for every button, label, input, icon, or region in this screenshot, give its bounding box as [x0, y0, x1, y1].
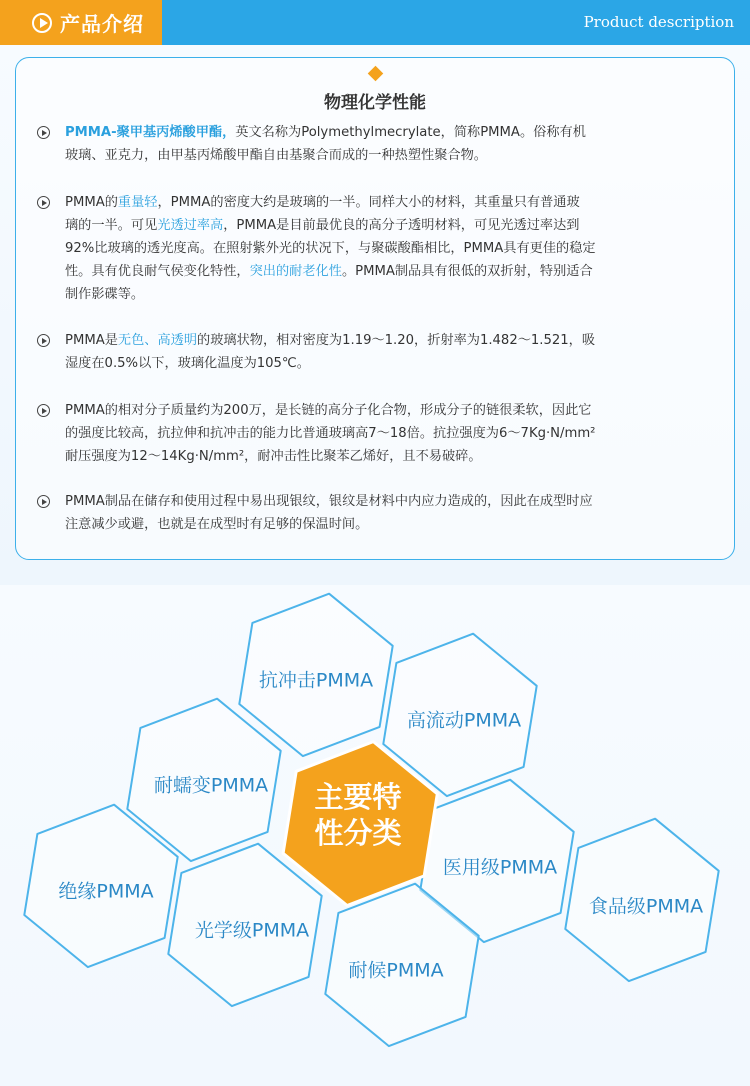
feature-food-grade: 食品级PMMA: [588, 895, 704, 918]
section-title: 物理化学性能: [324, 93, 426, 113]
text-span: 。PMMA制品具有很低的双折射，特别适合: [341, 264, 593, 279]
text-span: PMMA的: [65, 195, 118, 210]
paragraph-line: 的强度比较高，抗拉伸和抗冲击的能力比普通玻璃高7～18倍。抗拉强度为6～7Kg·N/mm²: [65, 426, 596, 441]
text-span: ，PMMA是目前最优良的高分子透明材料，可见光透过率达到: [223, 218, 580, 233]
feature-creep-resistant: 耐蠕变PMMA: [153, 774, 269, 797]
text-span: PMMA是: [65, 333, 118, 348]
highlight-text: PMMA-聚甲基丙烯酸甲酯，: [65, 125, 236, 140]
highlight-text: 无色、高透明: [117, 333, 198, 348]
center-line: 性分类: [314, 816, 402, 850]
paragraph-line: PMMA的相对分子质量约为200万，是长链的高分子化合物，形成分子的链很柔软，因此它: [65, 403, 592, 418]
feature-anti-impact: 抗冲击PMMA: [258, 669, 374, 692]
text-span: 的玻璃状物，相对密度为1.19～1.20，折射率为1.482～1.521，吸: [197, 333, 596, 348]
highlight-text: 重量轻: [117, 195, 158, 210]
text-span: 璃的一半。可见: [65, 218, 158, 233]
paragraph-line: 玻璃、亚克力，由甲基丙烯酸甲酯自由基聚合而成的一种热塑性聚合物。: [65, 148, 487, 163]
paragraph-line: 湿度在0.5%以下，玻璃化温度为105℃。: [65, 356, 310, 371]
highlight-text: 突出的耐老化性: [249, 264, 342, 279]
paragraph-line: PMMA制品在储存和使用过程中易出现银纹，银纹是材料中内应力造成的，因此在成型时应: [65, 494, 593, 509]
tab-label: 产品介绍: [60, 12, 144, 36]
text-span: ，PMMA的密度大约是玻璃的一半。同样大小的材料，其重量只有普通玻: [157, 195, 580, 210]
product-description-label: Product description: [583, 13, 734, 31]
feature-high-flow: 高流动PMMA: [406, 709, 522, 732]
paragraph-line: 制作影碟等。: [65, 287, 145, 302]
center-line: 主要特: [314, 780, 402, 814]
text-span: 性。具有优良耐气侯变化特性，: [65, 264, 250, 279]
highlight-text: 光透过率高: [157, 218, 224, 233]
feature-weather-resistant: 耐候PMMA: [348, 959, 444, 982]
feature-insulation: 绝缘PMMA: [58, 880, 154, 903]
feature-optical-grade: 光学级PMMA: [194, 919, 310, 942]
text-span: 英文名称为Polymethylmecrylate，简称PMMA。俗称有机: [235, 125, 586, 140]
paragraph-line: 耐压强度为12～14Kg·N/mm²，耐冲击性比聚苯乙烯好，且不易破碎。: [65, 449, 482, 464]
main-features-label: [298, 779, 418, 851]
paragraph-line: 注意减少或避，也就是在成型时有足够的保温时间。: [65, 517, 369, 532]
paragraph-line: 92%比玻璃的透光度高。在照射紫外光的状况下，与聚碳酸酯相比，PMMA具有更佳的稳定: [65, 241, 596, 256]
feature-medical-grade: 医用级PMMA: [442, 856, 558, 879]
